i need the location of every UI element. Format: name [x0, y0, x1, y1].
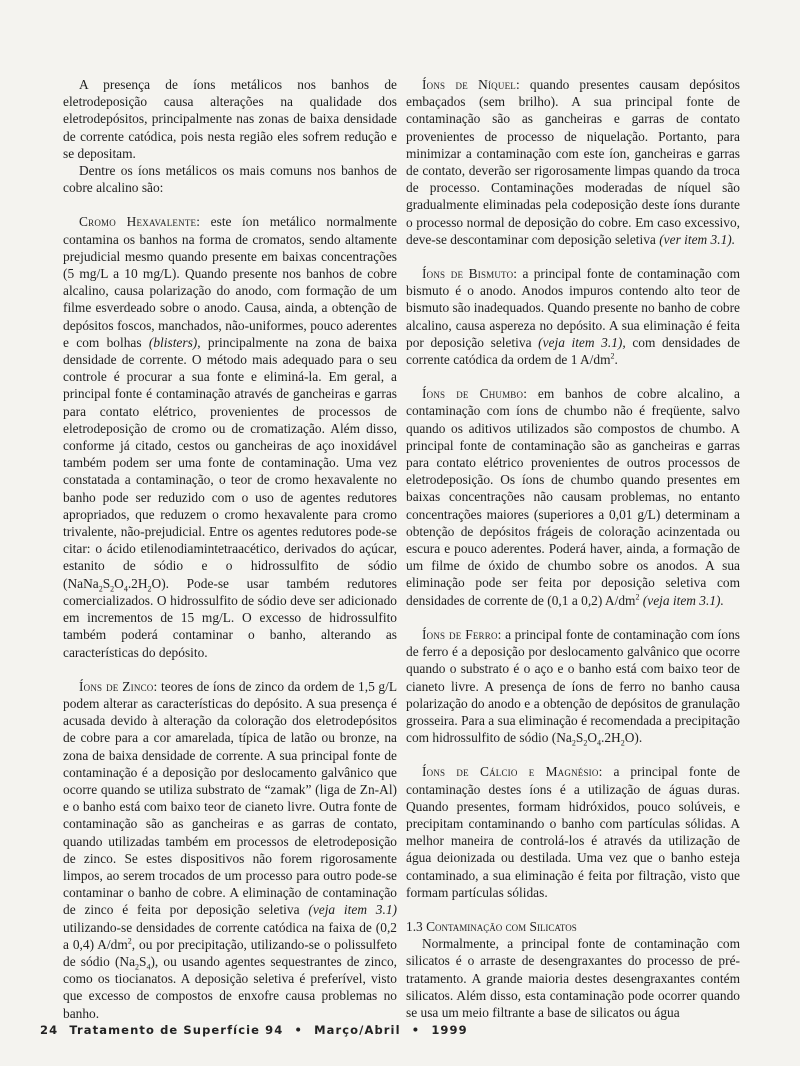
right-column [406, 76, 740, 1021]
bismuto-heading: Íons de Bismuto: [422, 266, 518, 282]
page-number: 24 [40, 1023, 59, 1037]
intro-paragraph-1: A presença de íons metálicos nos banhos de eletrodeposição causa alterações na qualidade dos eletrodepósitos, principalmente nas zonas de baixa densidade de corrente catódica, pois nesta região eles sofrem redução e se depositam. [63, 77, 397, 161]
left-column [63, 76, 397, 1022]
zinco-heading: Íons de Zinco: [79, 678, 158, 694]
ferro-heading: Íons de Ferro: [422, 626, 502, 642]
page-footer [40, 1023, 760, 1037]
intro-paragraph-2: Dentre os íons metálicos os mais comuns nos banhos de cobre alcalino são: [63, 163, 397, 196]
issue-months: Março/Abril [314, 1023, 401, 1037]
footer-bullet: • [411, 1023, 421, 1037]
chumbo-paragraph: Íons de Chumbo: em banhos de cobre alcalino, a contaminação com íons de chumbo não é freqüente, salvo quando os aditivos utilizados são compostos de chumbo. A principal fonte de contaminação são as gancheiras e garras para contato elétrico provenientes de outros processos de eletrodeposição. Os íons de chumbo quando presentes em baixas concentrações não causam problemas, no entanto concentrações maiores (superiores a 0,01 g/L) determinam a obtenção de depósitos frágeis de coloração acinzentada ou escura e pouco aderentes. Poderá haver, ainda, a formação de um filme de óxido de chumbo sobre os anodos. A sua eliminação pode ser feita por deposição seletiva com densidades de corrente de (0,1 a 0,2) $A/dm^2$ (veja item 3.1). [406, 386, 740, 608]
section-heading-silicatos: 1.3 Contaminação com Silicatos [406, 918, 577, 934]
silicatos-paragraph: Normalmente, a principal fonte de contaminação com silicatos é o arraste de desengraxantes do processo de pré-tratamento. A grande maioria destes desengraxantes contém silicatos. Além disso, esta contaminação pode ocorrer quando se usa um meio filtrante a base de silicatos ou água [406, 936, 740, 1020]
zinco-paragraph: Íons de Zinco: teores de íons de zinco da ordem de 1,5 g/L podem alterar as características do depósito. A sua presença é acusada devido à alteração da coloração dos eletrodepósitos de cobre para a cor amarelada, típica de latão ou bronze, na zona de baixa densidade de corrente. A sua principal fonte de contaminação é a deposição por deslocamento galvânico que ocorre quando se utiliza substrato de “zamak” (liga de Zn-Al) e o banho está com baixo teor de cianeto livre. Outra fonte de contaminação são as gancheiras e as garras de contato, quando utilizadas também em processos de eletrodeposição de zinco. Se estes dispositivos não forem rigorosamente limpos, ao serem trocados de um processo para outro pode-se contaminar o banho de cobre. A eliminação de contaminação de zinco é feita por deposição seletiva (veja item 3.1) utilizando-se densidades de corrente catódica na faixa de (0,2 a 0,4) $A/dm^2$, ou por precipitação, utilizando-se o polissulfeto de sódio $(Na_2S_4)$, ou usando agentes sequestrantes de zinco, como os tiocianatos. A deposição seletiva é preferível, visto que excesso de compostos de enxofre causa problemas no banho. [63, 678, 397, 1021]
footer-bullet: • [294, 1023, 303, 1037]
cromo-heading: Cromo Hexavalente: [79, 214, 201, 230]
chumbo-heading: Íons de Chumbo: [422, 386, 528, 402]
publication-name: Tratamento de Superfície 94 [69, 1023, 284, 1037]
issue-year: 1999 [431, 1023, 468, 1037]
cromo-paragraph: Cromo Hexavalente: este íon metálico normalmente contamina os banhos na forma de cromatos, sendo altamente prejudicial mesmo quando presente em baixas concentrações (5 mg/L a 10 mg/L). Quando presente nos banhos de cobre alcalino, causa polarização do anodo, com formação de um filme esverdeado sobre o anodo. Causa, ainda, a obtenção de depósitos foscos, manchados, não-uniformes, pouco aderentes e com bolhas (blisters), principalmente na zona de baixa densidade de corrente. O método mais adequado para o seu controle é procurar a sua fonte e eliminá-la. Em geral, a principal fonte é contaminação através de gancheiras e garras para contato elétrico, provenientes de processos de eletrodeposição de cromo ou de cromatização. Além disso, conforme já citado, cestos ou gancheiras de aço inoxidável também podem ser uma fonte de contaminação. Uma vez constatada a contaminação, o teor de cromo hexavalente no banho pode ser reduzido com o uso de agentes redutores apropriados, que reduzem o cromo hexavalente para cromo trivalente, não-prejudicial. Entre os agentes redutores pode-se citar: o ácido etilenodiamintetraacético, derivados do açúcar, estanito de sódio e o hidrossulfito de sódio $(NaNa_2S_2O_4.2H_2O)$. Pode-se usar também redutores comercializados. O hidrossulfito de sódio deve ser adicionado em incrementos de 15 mg/L. O excesso de hidrossulfito também poderá contaminar o banho, alterando as características do depósito. [63, 214, 397, 660]
niquel-paragraph: Íons de Níquel: quando presentes causam depósitos embaçados (sem brilho). A sua principal fonte de contaminação são as gancheiras e garras de contato provenientes de processo de niquelação. Portanto, para minimizar a contaminação com este íon, gancheiras e garras de contato, deverão ser rigorosamente limpas quando da troca de processo. Contaminações moderadas de níquel são gradualmente eliminadas pela codeposição deste íons durante o processo normal de deposição do cobre. Em caso excessivo, deve-se descontaminar com deposição seletiva (ver item 3.1). [406, 77, 740, 247]
bismuto-paragraph: Íons de Bismuto: a principal fonte de contaminação com bismuto é o anodo. Anodos impuros contendo alto teor de bismuto são inadequados. Quando presente no banho de cobre alcalino, causa aspereza no depósito. A sua eliminação é feita por deposição seletiva (veja item 3.1), com densidades de corrente catódica da ordem de 1 $A/dm^2$. [406, 266, 740, 368]
calcio-magnesio-heading: Íons de Cálcio e Magnésio: [422, 764, 603, 780]
niquel-heading: Íons de Níquel: [422, 77, 520, 92]
calcio-magnesio-paragraph: Íons de Cálcio e Magnésio: a principal fonte de contaminação destes íons é a utilização de águas duras. Quando presentes, formam hidróxidos, pouco solúveis, e precipitam contaminando o banho com partículas sólidas. A melhor maneira de controlá-los é através da utilização de água deionizada ou destilada. Uma vez que o banho esteja contaminado, a sua eliminação é feita por filtração, visto que formam partículas sólidas. [406, 764, 740, 900]
ferro-paragraph: Íons de Ferro: a principal fonte de contaminação com íons de ferro é a deposição por deslocamento galvânico que ocorre quando o substrato é o aço e o banho está com baixo teor de cianeto livre. A presença de íons de ferro no banho causa polarização do anodo e a obtenção de depósitos de granulação grosseira. Para a sua eliminação é recomendada a precipitação com hidrossulfito de sódio $(Na_2S_2O_4.2H_2O)$. [406, 626, 740, 748]
